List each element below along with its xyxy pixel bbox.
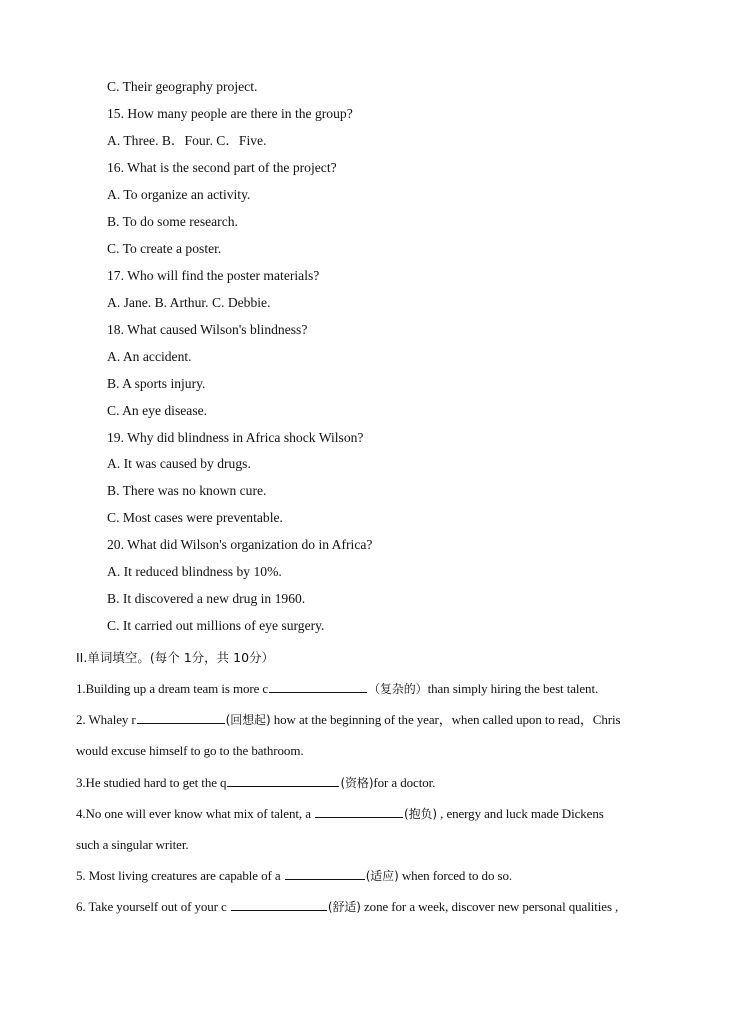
listening-question: 18. What caused Wilson's blindness?: [107, 322, 308, 337]
listening-option: A. To organize an activity.: [107, 187, 251, 202]
chinese-hint: (抱负): [404, 807, 437, 821]
answer-blank[interactable]: [227, 774, 339, 787]
answer-blank[interactable]: [285, 867, 365, 880]
fill-item-2: [76, 711, 620, 729]
fill-item-5: [76, 867, 512, 885]
listening-option: C. Most cases were preventable.: [107, 510, 283, 525]
chinese-hint: (舒适): [327, 900, 361, 914]
listening-option: C. An eye disease.: [107, 403, 208, 418]
item-text: 1.Building up a dream team is more c: [76, 681, 269, 696]
listening-question: 15. How many people are there in the group?: [107, 106, 353, 121]
listening-option: A. It reduced blindness by 10%.: [107, 564, 282, 579]
listening-question: 20. What did Wilson's organization do in Africa?: [107, 537, 373, 552]
listening-option: A. It was caused by drugs.: [107, 456, 251, 471]
answer-blank[interactable]: [315, 805, 403, 818]
fill-item-4: [76, 805, 604, 823]
listening-option: B. There was no known cure.: [107, 483, 267, 498]
fill-item-2-continued: would excuse himself to go to the bathroom.: [76, 743, 304, 758]
chinese-hint: (回想起): [225, 713, 271, 727]
fill-item-4-continued: such a singular writer.: [76, 837, 189, 852]
listening-option: A. An accident.: [107, 349, 192, 364]
item-text: 2. Whaley r: [76, 712, 136, 727]
chinese-hint: （复杂的）: [368, 682, 428, 696]
item-text: for a doctor.: [373, 775, 436, 790]
listening-option: B. To do some research.: [107, 214, 238, 229]
answer-blank[interactable]: [137, 711, 225, 724]
item-text: 4.No one will ever know what mix of talent, a: [76, 806, 311, 821]
listening-question: 16. What is the second part of the project?: [107, 160, 337, 175]
fill-item-1: [76, 680, 598, 698]
listening-line: C. Their geography project.: [107, 79, 258, 94]
item-text: 6. Take yourself out of your c: [76, 899, 227, 914]
item-text: how at the beginning of the year，when called upon to read，Chris: [273, 712, 621, 727]
item-text: when forced to do so.: [401, 868, 513, 883]
item-text: than simply hiring the best talent.: [427, 681, 599, 696]
item-text: 5. Most living creatures are capable of a: [76, 868, 281, 883]
listening-options: A. Jane. B. Arthur. C. Debbie.: [107, 295, 271, 310]
fill-item-6: [76, 898, 618, 916]
fill-item-3: [76, 774, 435, 792]
answer-blank[interactable]: [231, 898, 327, 911]
listening-option: B. A sports injury.: [107, 376, 206, 391]
listening-options: A. Three. B．Four. C．Five.: [107, 133, 267, 148]
chinese-hint: (资格): [340, 776, 374, 790]
listening-option: C. It carried out millions of eye surgery.: [107, 618, 325, 633]
listening-option: B. It discovered a new drug in 1960.: [107, 591, 306, 606]
item-text: 3.He studied hard to get the q: [76, 775, 227, 790]
item-text: , energy and luck made Dickens: [440, 806, 604, 821]
section-heading: II.单词填空。(每个 1分，共 10分）: [76, 650, 275, 665]
answer-blank[interactable]: [269, 680, 367, 693]
chinese-hint: (适应): [365, 869, 399, 883]
listening-question: 19. Why did blindness in Africa shock Wilson?: [107, 430, 364, 445]
listening-option: C. To create a poster.: [107, 241, 222, 256]
listening-question: 17. Who will find the poster materials?: [107, 268, 320, 283]
item-text: zone for a week, discover new personal qualities ,: [364, 899, 619, 914]
